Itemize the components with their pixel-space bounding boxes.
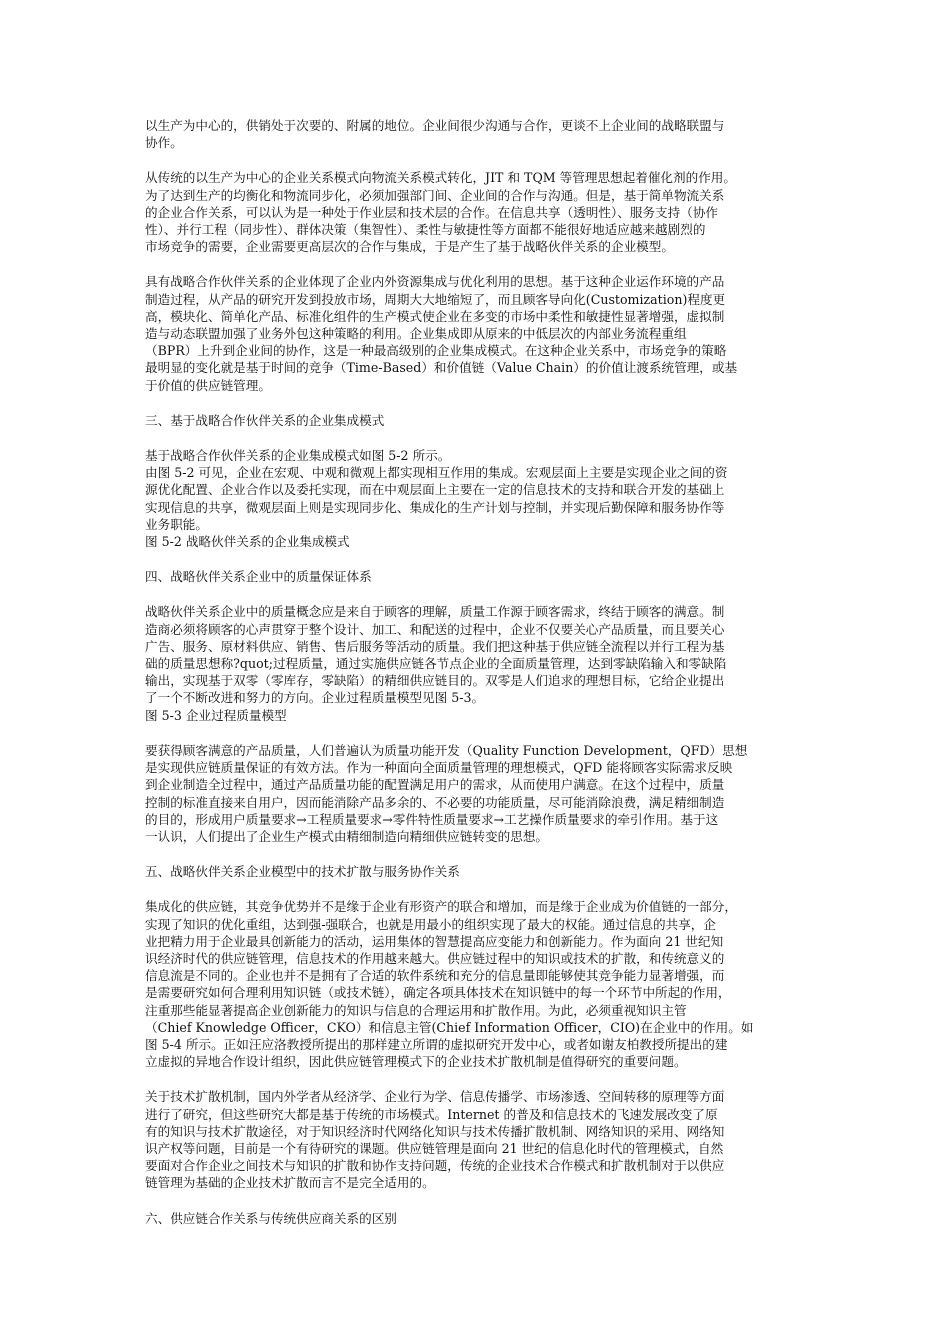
- text-line: 以生产为中心的，供销处于次要的、附属的地位。企业间很少沟通与合作，更谈不上企业间的战略联盟与: [145, 118, 725, 133]
- text-line: 识产权等问题，目前是一个有待研究的课题。供应链管理是面向 21 世纪的信息化时代的管理模式，自然: [145, 1140, 724, 1156]
- text-line: 要面对合作企业之间技术与知识的扩散和协作支持问题，传统的企业技术合作模式和扩散机制对于以供应: [145, 1158, 725, 1174]
- text-line: 立虚拟的异地合作设计组织，因此供应链管理模式下的企业技术扩散机制是值得研究的重要问题。: [145, 1054, 687, 1070]
- text-line: 是需要研究如何合理利用知识链（或技术链），确定各项具体技术在知识链中的每一个环节中所起的作用，: [145, 985, 731, 1001]
- section-heading-6: 六、供应链合作关系与传统供应商关系的区别: [145, 1210, 397, 1226]
- section-heading-4: 四、战略伙伴关系企业中的质量保证体系: [145, 569, 372, 585]
- text-line: 最明显的变化就是基于时间的竞争（Time-Based）和价值链（Value Chain）的价值让渡系统管理，或基: [145, 360, 738, 376]
- text-line: 图 5-4 所示。正如汪应洛教授所提出的那样建立所谓的虚拟研究开发中心，或者如谢友柏教授所提出的建: [145, 1036, 728, 1052]
- text-line: 注重那些能显著提高企业创新能力的知识与信息的合理运用和扩散作用。为此，必须重视知识主管: [145, 1002, 687, 1018]
- paragraph-3: [145, 273, 810, 393]
- text-line: 的目的，形成用户质量要求→工程质量要求→零件特性质量要求→工艺操作质量要求的牵引作用。基于这: [145, 811, 719, 827]
- figure-caption: 图 5-3 企业过程质量模型: [145, 707, 287, 723]
- text-line: 基于战略合作伙伴关系的企业集成模式如图 5-2 所示。: [145, 448, 451, 464]
- text-line: 链管理为基础的企业技术扩散而言不是完全适用的。: [145, 1175, 435, 1191]
- text-line: 输出，实现基于双零（零库存，零缺陷）的精细供应链目的。双零是人们追求的理想目标，它给企业提出: [145, 673, 725, 689]
- paragraph-7: [145, 898, 810, 1070]
- text-line: 控制的标准直接来自用户，因而能消除产品多余的、不必要的功能质量，尽可能消除浪费，满足精细制造: [145, 794, 725, 810]
- text-line: 信息流是不同的。企业也并不是拥有了合适的软件系统和充分的信息量即能够使其竞争能力显著增强，而: [145, 968, 725, 984]
- text-line: 战略伙伴关系企业中的质量概念应是来自于顾客的理解，质量工作源于顾客需求，终结于顾客的满意。制: [145, 604, 725, 620]
- section-heading-3: 三、基于战略合作伙伴关系的企业集成模式: [145, 412, 385, 428]
- paragraph-8: [145, 1088, 810, 1191]
- text-line: 关于技术扩散机制，国内外学者从经济学、企业行为学、信息传播学、市场渗透、空间转移的原理等方面: [145, 1089, 725, 1105]
- text-line: 集成化的供应链，其竞争优势并不是缘于企业有形资产的联合和增加，而是缘于企业成为价值链的一部分，: [145, 899, 737, 915]
- text-line: 实现了知识的优化重组，达到强-强联合，也就是用最小的组织实现了最大的权能。通过信息的共享，企: [145, 916, 716, 932]
- paragraph-1: [145, 117, 810, 151]
- text-line: 础的质量思想称?quot;过程质量，通过实施供应链各节点企业的全面质量管理，达到零缺陷输入和零缺陷: [145, 656, 727, 672]
- paragraph-2: [145, 169, 810, 255]
- text-line: 实现信息的共享，微观层面上则是实现同步化、集成化的生产计划与控制，并实现后勤保障和服务协作等: [145, 499, 725, 515]
- text-line: 识经济时代的供应链管理，信息技术的作用越来越大。供应链过程中的知识或技术的扩散，和传统意义的: [145, 950, 725, 966]
- text-line: 到企业制造全过程中，通过产品质量功能的配置满足用户的需求，从而使用户满意。在这个过程中，质量: [145, 777, 725, 793]
- text-line: 了一个不断改进和努力的方向。企业过程质量模型见图 5-3。: [145, 690, 485, 706]
- text-line: 于价值的供应链管理。: [145, 377, 271, 393]
- text-line: 有的知识与技术扩散途径，对于知识经济时代网络化知识与技术传播扩散机制、网络知识的采用、网络知: [145, 1123, 725, 1139]
- paragraph-5: [145, 603, 810, 723]
- text-line: 从传统的以生产为中心的企业关系模式向物流关系模式转化，JIT 和 TQM 等管理思想起着催化剂的作用。: [145, 170, 736, 186]
- text-line: 造与动态联盟加强了业务外包这种策略的利用。企业集成即从原来的中低层次的内部业务流程重组: [145, 326, 687, 342]
- text-line: 市场竞争的需要，企业需要更高层次的合作与集成，于是产生了基于战略伙伴关系的企业模型。: [145, 239, 674, 255]
- text-line: 为了达到生产的均衡化和物流同步化，必须加强部门间、企业间的合作与沟通。但是，基于简单物流关系: [145, 187, 725, 203]
- text-line: 是实现供应链质量保证的有效方法。作为一种面向全面质量管理的理想模式，QFD 能将顾客实际需求反映: [145, 760, 733, 776]
- text-line: 业务职能。: [145, 516, 208, 532]
- text-line: 高，模块化、简单化产品、标准化组件的生产模式使企业在多变的市场中柔性和敏捷性显著增强，虚拟制: [145, 308, 725, 324]
- text-line: 广告、服务、原材料供应、销售、售后服务等活动的质量。我们把这种基于供应链全流程以并行工程为基: [145, 638, 725, 654]
- text-line: （Chief Knowledge Officer，CKO）和信息主管(Chief Information Officer，CIO)在企业中的作用。如: [145, 1019, 754, 1035]
- text-line: 造商必须将顾客的心声贯穿于整个设计、加工、和配送的过程中，企业不仅要关心产品质量，而且要关心: [145, 621, 725, 637]
- text-line: 要获得顾客满意的产品质量，人们普遍认为质量功能开发（Quality Function Development，QFD）思想: [145, 742, 748, 758]
- paragraph-4: [145, 447, 810, 550]
- text-line: （BPR）上升到企业间的协作，这是一种最高级别的企业集成模式。在这种企业关系中，市场竞争的策略: [145, 343, 727, 359]
- text-line: 由图 5-2 可见，企业在宏观、中观和微观上都实现相互作用的集成。宏观层面上主要是实现企业之间的资: [145, 465, 728, 481]
- text-line: 业把精力用于企业最具创新能力的活动，运用集体的智慧提高应变能力和创新能力。作为面向 21 世纪知: [145, 933, 724, 949]
- text-line: 协作。: [145, 135, 183, 151]
- text-line: 一认识，人们提出了企业生产模式由精细制造向精细供应链转变的思想。: [145, 828, 548, 844]
- text-line: 性）、并行工程（同步性）、群体决策（集智性）、柔性与敏捷性等方面都不能很好地适应越来越剧烈的: [145, 222, 706, 238]
- text-line: 制造过程，从产品的研究开发到投放市场，周期大大地缩短了，而且顾客导向化(Customization)程度更: [145, 291, 726, 307]
- text-line: 具有战略合作伙伴关系的企业体现了企业内外资源集成与优化利用的思想。基于这种企业运作环境的产品: [145, 274, 725, 290]
- text-line: 源优化配置、企业合作以及委托实现，而在中观层面上主要在一定的信息技术的支持和联合开发的基础上: [145, 482, 725, 498]
- figure-caption: 图 5-2 战略伙伴关系的企业集成模式: [145, 534, 350, 550]
- text-line: 的企业合作关系，可以认为是一种处于作业层和技术层的合作。在信息共享（透明性）、服务支持（协作: [145, 204, 719, 220]
- section-heading-5: 五、战略伙伴关系企业模型中的技术扩散与服务协作关系: [145, 864, 460, 880]
- text-line: 进行了研究，但这些研究大都是基于传统的市场模式。Internet 的普及和信息技术的飞速发展改变了原: [145, 1106, 718, 1122]
- paragraph-6: [145, 742, 810, 845]
